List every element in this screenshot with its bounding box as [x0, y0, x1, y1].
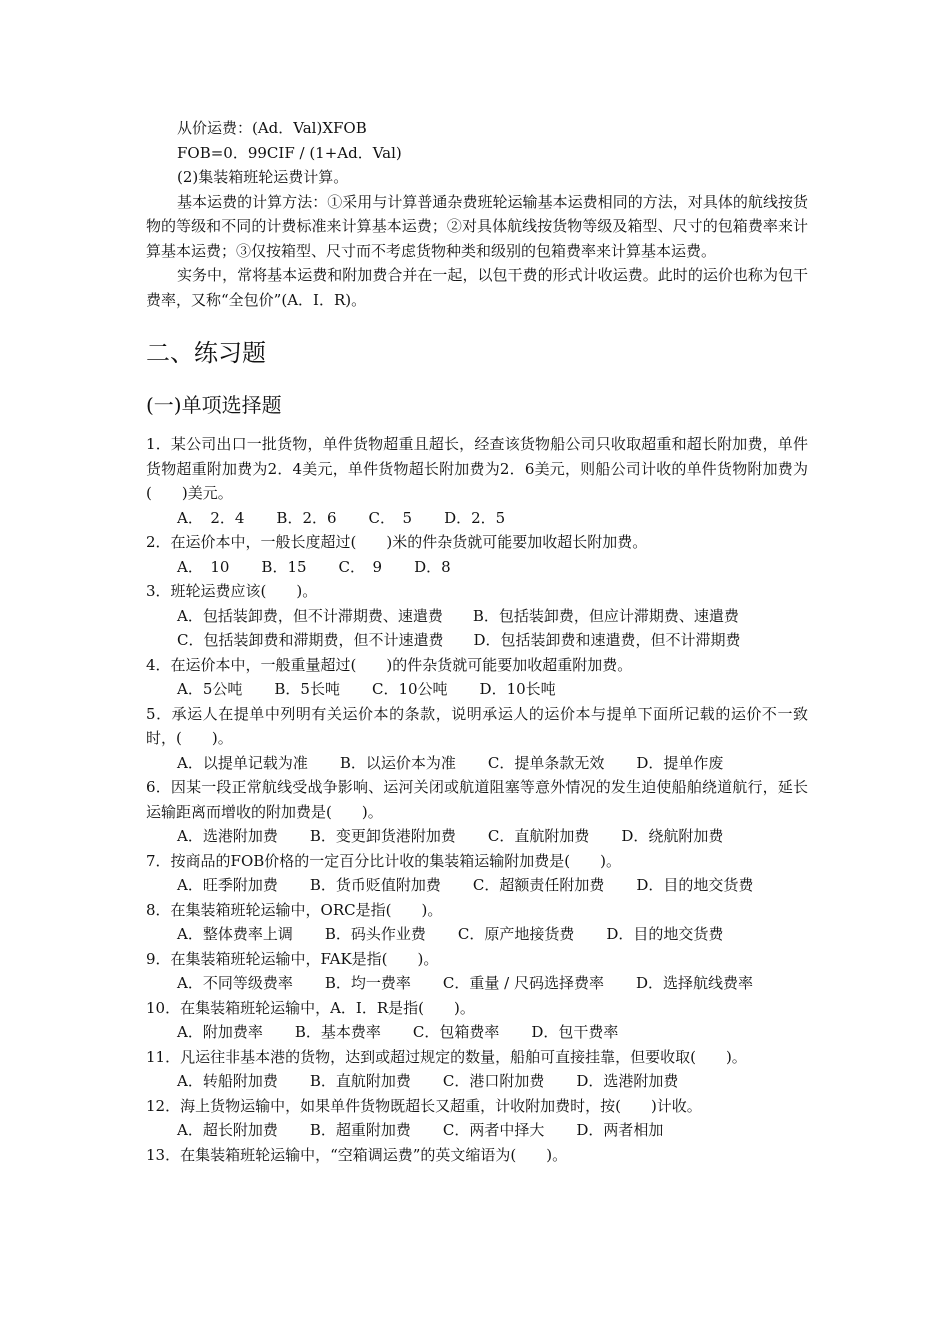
option-item: A．旺季附加费: [177, 876, 278, 894]
option-item: C．包括装卸费和滞期费，但不计速遣费: [177, 631, 444, 649]
option-item: A．选港附加费: [177, 827, 278, 845]
option-item: D．两者相加: [576, 1121, 664, 1139]
option-item: C． 5: [368, 508, 413, 527]
option-item: C．港口附加费: [442, 1072, 545, 1090]
option-row: [146, 604, 808, 629]
option-item: B．均一费率: [324, 974, 411, 992]
option-item: C． 9: [338, 557, 383, 576]
intro-paragraph: 实务中，常将基本运费和附加费合并在一起，以包干费的形式计收运费。此时的运价也称为包干费率，又称“全包价”(A．I．R)。: [146, 266, 808, 309]
question-text: 4．在运价本中，一般重量超过( )的件杂货就可能要加收超重附加费。: [146, 655, 633, 674]
option-row: [146, 1118, 808, 1143]
option-item: D．提单作废: [636, 753, 724, 772]
question-text: 8．在集装箱班轮运输中，ORC是指( )。: [146, 900, 443, 919]
option-item: A．附加费率: [177, 1023, 263, 1041]
option-item: D．10长吨: [479, 680, 556, 698]
option-item: A． 10: [177, 557, 230, 576]
option-item: D．选港附加费: [576, 1072, 679, 1090]
page-content: [146, 116, 808, 1167]
question-text: 11．凡运往非基本港的货物，达到或超过规定的数量，船舶可直接挂靠，但要收取( )。: [146, 1047, 747, 1066]
option-item: A．5公吨: [177, 680, 243, 698]
option-row: [146, 1020, 808, 1045]
question-list: [146, 432, 808, 1167]
option-item: B．以运价本为准: [339, 753, 456, 772]
section-title: 二、练习题: [146, 339, 266, 367]
option-item: A． 2．4: [177, 508, 245, 527]
section-subtitle: (一)单项选择题: [146, 393, 282, 417]
option-item: D．8: [414, 557, 451, 576]
option-item: B．基本费率: [294, 1023, 381, 1041]
option-row: [146, 873, 808, 898]
option-item: C．超额责任附加费: [472, 876, 605, 894]
question-text: 1．某公司出口一批货物，单件货物超重且超长，经查该货物船公司只收取超重和超长附加费，单件货物超重附加费为2．4美元，单件货物超长附加费为2．6美元，则船公司计收的单件货物附加费为( )美元。: [146, 435, 808, 502]
option-item: C．包箱费率: [412, 1023, 500, 1041]
question-text: 13．在集装箱班轮运输中，“空箱调运费”的英文缩语为( )。: [146, 1145, 568, 1164]
option-item: D．绕航附加费: [621, 827, 724, 845]
intro-paragraph: 基本运费的计算方法：①采用与计算普通杂费班轮运输基本运费相同的方法，对具体的航线按货物的等级和不同的计费标准来计算基本运费；②对具体航线按货物等级及箱型、尺寸的包箱费率来计算基本运费；③仅按箱型、尺寸而不考虑货物种类和级别的包箱费率来计算基本运费。: [146, 192, 808, 260]
option-item: C．重量 / 尺码选择费率: [442, 974, 604, 992]
option-item: B．2．6: [276, 508, 337, 527]
question-text: 9．在集装箱班轮运输中，FAK是指( )。: [146, 949, 439, 968]
option-item: B．变更卸货港附加费: [309, 827, 456, 845]
option-item: C．两者中择大: [442, 1121, 545, 1139]
option-item: A．超长附加费: [177, 1121, 278, 1139]
option-item: A．包括装卸费，但不计滞期费、速遣费: [177, 606, 443, 625]
option-row: [146, 677, 808, 702]
option-row: [146, 824, 808, 849]
option-item: D．包干费率: [531, 1023, 619, 1041]
option-row: [146, 555, 808, 580]
option-item: D．目的地交货费: [636, 876, 754, 894]
option-item: D．包括装卸费和速遣费，但不计滞期费: [473, 631, 741, 649]
option-item: C．直航附加费: [487, 827, 590, 845]
option-item: D．目的地交货费: [606, 925, 724, 943]
option-row: [146, 628, 808, 653]
option-item: D．选择航线费率: [635, 974, 753, 992]
option-row: [146, 751, 808, 776]
option-item: A．整体费率上调: [177, 925, 293, 943]
option-row: [146, 922, 808, 947]
intro-line: 从价运费：(Ad．Val)XFOB: [177, 119, 367, 137]
question-text: 12．海上货物运输中，如果单件货物既超长又超重，计收附加费时，按( )计收。: [146, 1096, 702, 1115]
option-row: [146, 971, 808, 996]
question-text: 10．在集装箱班轮运输中，A．I．R是指( )。: [146, 998, 475, 1017]
question-text: 2．在运价本中，一般长度超过( )米的件杂货就可能要加收超长附加费。: [146, 533, 648, 551]
option-item: B．超重附加费: [309, 1121, 411, 1139]
option-item: A．转船附加费: [177, 1072, 278, 1090]
option-item: C．10公吨: [371, 680, 448, 698]
option-item: A．不同等级费率: [177, 974, 293, 992]
option-item: C．原产地接货费: [457, 925, 575, 943]
option-item: B．5长吨: [274, 680, 340, 698]
intro-line: (2)集装箱班轮运费计算。: [177, 168, 349, 186]
option-item: B．15: [261, 557, 307, 576]
option-row: [146, 1069, 808, 1094]
question-text: 3．班轮运费应该( )。: [146, 582, 318, 600]
intro-line: FOB=0．99CIF / (1+Ad．Val): [177, 143, 402, 162]
question-text: 5．承运人在提单中列明有关运价本的条款，说明承运人的运价本与提单下面所记载的运价不一致时，( )。: [146, 704, 808, 747]
option-item: B．货币贬值附加费: [309, 876, 441, 894]
question-text: 6．因某一段正常航线受战争影响、运河关闭或航道阻塞等意外情况的发生迫使船舶绕道航行，延长运输距离而增收的附加费是( )。: [146, 778, 808, 821]
option-row: [146, 506, 808, 531]
option-item: B．码头作业费: [324, 925, 426, 943]
option-item: D．2．5: [444, 508, 506, 527]
option-item: C．提单条款无效: [487, 753, 605, 772]
question-text: 7．按商品的FOB价格的一定百分比计收的集装箱运输附加费是( )。: [146, 851, 621, 870]
option-item: A．以提单记载为准: [177, 753, 308, 772]
option-item: B．直航附加费: [309, 1072, 411, 1090]
option-item: B．包括装卸费，但应计滞期费、速遣费: [472, 606, 739, 625]
